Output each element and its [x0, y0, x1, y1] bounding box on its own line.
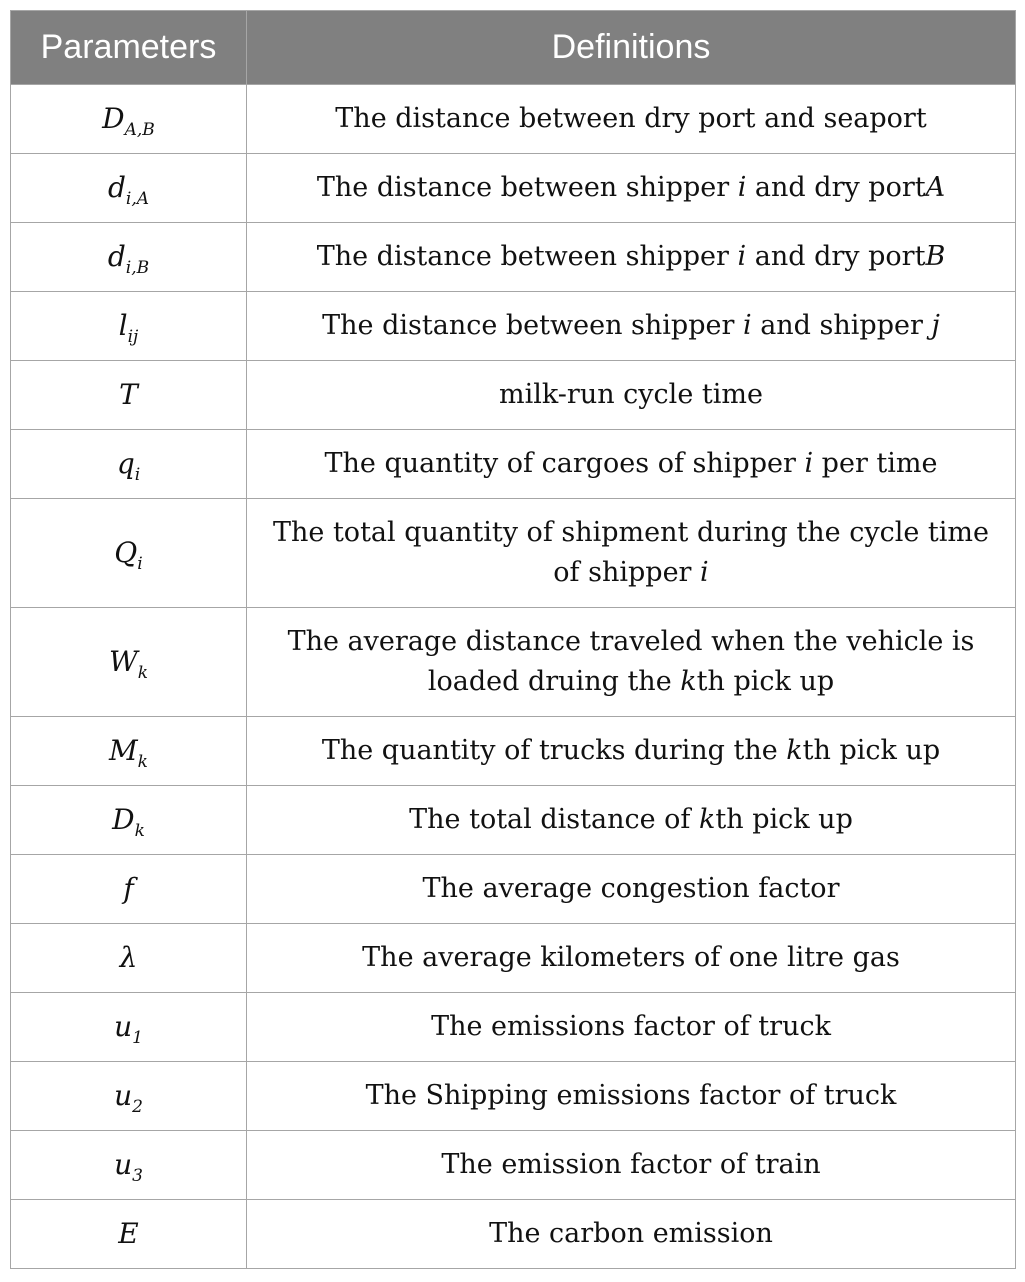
definition-text: The emission factor of train	[441, 1149, 821, 1180]
definition-text: The distance between shipper	[322, 310, 743, 341]
table-row	[11, 223, 1016, 292]
definition-cell	[247, 924, 1016, 993]
definition-cell	[247, 993, 1016, 1062]
parameter-cell	[11, 993, 247, 1062]
parameter-subscript: k	[137, 663, 149, 683]
definition-variable: A	[925, 172, 946, 203]
parameter-cell	[11, 717, 247, 786]
parameter-cell	[11, 786, 247, 855]
table-row	[11, 993, 1016, 1062]
parameter-symbol: u	[114, 1148, 133, 1181]
parameter-cell	[11, 292, 247, 361]
parameter-symbol: l	[118, 309, 128, 342]
parameter-subscript: 1	[132, 1028, 143, 1048]
parameters-table	[10, 10, 1016, 1269]
table-row	[11, 1062, 1016, 1131]
parameter-cell	[11, 1062, 247, 1131]
definition-cell	[247, 786, 1016, 855]
definition-text: The carbon emission	[489, 1218, 773, 1249]
definition-text: The average kilometers of one litre gas	[362, 942, 900, 973]
parameter-symbol: q	[116, 447, 135, 480]
definition-text: The Shipping emissions factor of truck	[365, 1080, 897, 1111]
parameter-cell	[11, 361, 247, 430]
parameter-symbol: W	[108, 645, 138, 678]
table-row	[11, 1131, 1016, 1200]
definition-text: The total quantity of shipment during the cycle time of shipper	[273, 517, 989, 588]
definition-cell	[247, 1062, 1016, 1131]
parameter-symbol: T	[119, 378, 138, 411]
parameter-cell	[11, 924, 247, 993]
parameter-subscript: 3	[132, 1166, 143, 1186]
definition-text: The distance between shipper	[316, 241, 738, 272]
definition-cell	[247, 85, 1016, 154]
parameter-symbol: λ	[119, 941, 138, 974]
definition-text: th pick up	[715, 804, 853, 835]
table-row	[11, 786, 1016, 855]
definition-text: The distance between shipper	[316, 172, 738, 203]
definition-cell	[247, 855, 1016, 924]
definition-cell	[247, 499, 1016, 608]
parameter-subscript: i,B	[125, 258, 150, 278]
parameter-symbol: d	[107, 240, 126, 273]
parameter-symbol: d	[107, 171, 126, 204]
table-body	[11, 85, 1016, 1269]
definition-text: per time	[813, 448, 938, 479]
definition-variable: i	[742, 310, 752, 341]
definition-cell	[247, 717, 1016, 786]
definition-text: milk-run cycle time	[499, 379, 763, 410]
table-row	[11, 924, 1016, 993]
parameter-symbol: E	[118, 1217, 139, 1250]
definition-cell	[247, 1131, 1016, 1200]
table-row	[11, 855, 1016, 924]
definition-text: The emissions factor of truck	[431, 1011, 831, 1042]
definition-variable: B	[925, 241, 946, 272]
parameter-symbol: D	[112, 803, 135, 836]
parameter-cell	[11, 1200, 247, 1269]
parameter-cell	[11, 855, 247, 924]
table-row	[11, 361, 1016, 430]
definition-text: and dry port	[746, 241, 926, 272]
parameter-symbol: Q	[114, 536, 138, 569]
definition-text: The average distance traveled when the vehicle is loaded druing the	[287, 626, 975, 697]
header-definitions: Definitions	[247, 11, 1016, 85]
parameter-cell	[11, 154, 247, 223]
table-row	[11, 292, 1016, 361]
definition-cell	[247, 608, 1016, 717]
parameter-symbol: D	[102, 102, 125, 135]
table-row	[11, 154, 1016, 223]
parameter-subscript: k	[134, 821, 145, 841]
definition-variable: i	[804, 448, 814, 479]
definition-text: The total distance of	[409, 804, 699, 835]
table-row	[11, 430, 1016, 499]
parameter-subscript: i	[134, 465, 141, 485]
table-row	[11, 717, 1016, 786]
definition-text: th pick up	[802, 735, 941, 766]
parameter-subscript: i	[137, 554, 143, 574]
parameter-symbol: u	[114, 1010, 133, 1043]
parameter-cell	[11, 499, 247, 608]
table-row	[11, 1200, 1016, 1269]
definition-variable: i	[737, 172, 747, 203]
table-header-row	[11, 11, 1016, 85]
parameter-subscript: ij	[127, 327, 139, 347]
definition-cell	[247, 1200, 1016, 1269]
parameters-table-container	[10, 10, 1015, 1269]
definition-text: The average congestion factor	[422, 873, 840, 904]
definition-text: The distance between dry port and seaport	[335, 103, 927, 134]
definition-cell	[247, 361, 1016, 430]
parameter-subscript: 2	[132, 1097, 143, 1117]
parameter-cell	[11, 85, 247, 154]
definition-cell	[247, 154, 1016, 223]
parameter-subscript: i,A	[125, 189, 150, 209]
parameter-cell	[11, 1131, 247, 1200]
parameter-symbol: f	[123, 872, 134, 905]
definition-text: The quantity of cargoes of shipper	[324, 448, 805, 479]
parameter-subscript: k	[137, 752, 148, 772]
table-row	[11, 608, 1016, 717]
definition-variable: j	[931, 310, 940, 341]
parameter-symbol: u	[114, 1079, 133, 1112]
definition-text: and dry port	[746, 172, 926, 203]
definition-variable: k	[699, 804, 716, 835]
header-parameters: Parameters	[11, 11, 247, 85]
definition-text: th pick up	[696, 666, 835, 697]
definition-variable: i	[737, 241, 747, 272]
definition-cell	[247, 430, 1016, 499]
definition-variable: i	[700, 557, 709, 588]
definition-text: The quantity of trucks during the	[321, 735, 787, 766]
definition-cell	[247, 223, 1016, 292]
definition-variable: k	[680, 666, 697, 697]
parameter-cell	[11, 223, 247, 292]
parameter-cell	[11, 430, 247, 499]
parameter-cell	[11, 608, 247, 717]
table-row	[11, 85, 1016, 154]
table-row	[11, 499, 1016, 608]
definition-text: and shipper	[751, 310, 932, 341]
definition-variable: k	[786, 735, 803, 766]
definition-cell	[247, 292, 1016, 361]
parameter-subscript: A,B	[124, 120, 155, 140]
parameter-symbol: M	[109, 734, 138, 767]
